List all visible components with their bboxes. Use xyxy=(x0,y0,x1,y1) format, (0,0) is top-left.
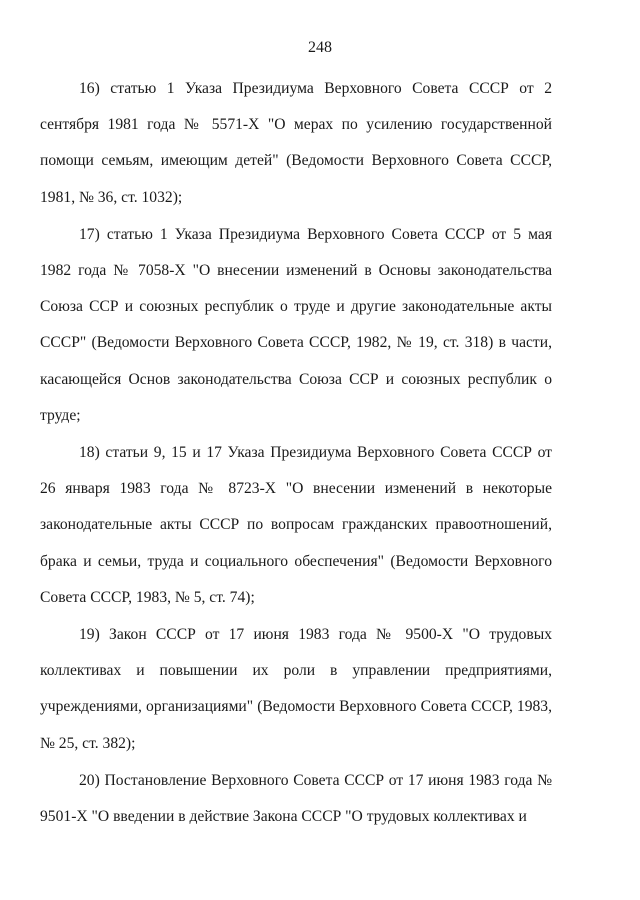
list-item-20: 20) Постановление Верховного Совета СССР от 17 июня 1983 года № 9501-X "О введении в действие Закона СССР "О трудовых коллективах и xyxy=(40,771,552,826)
list-item-16: 16) статью 1 Указа Президиума Верховного Совета СССР от 2 сентября 1981 года № 5571-X "О мерах по усилению государственной помощи семьям, имеющим детей" (Ведомости Верховного Совета СССР, 1981, № 36, ст. 1032); xyxy=(40,80,552,206)
page-number: 248 xyxy=(308,39,332,56)
list-item-19: 19) Закон СССР от 17 июня 1983 года № 9500-X "О трудовых коллективах и повышении их роли в управлении предприятиями, учреждениями, организациями" (Ведомости Верховного Совета СССР, 1983, № 25, ст. 382); xyxy=(40,626,552,752)
document-body xyxy=(40,71,552,835)
list-item-18: 18) статьи 9, 15 и 17 Указа Президиума Верховного Совета СССР от 26 января 1983 года № 8723-X "О внесении изменений в некоторые законодательные акты СССР по вопросам гражданских правоотношений, брака и семьи, труда и социального обеспечения" (Ведомости Верховного Совета СССР, 1983, № 5, ст. 74); xyxy=(40,444,552,606)
list-item-17: 17) статью 1 Указа Президиума Верховного Совета СССР от 5 мая 1982 года № 7058-X "О внесении изменений в Основы законодательства Союза ССР и союзных республик о труде и другие законодательные акты СССР" (Ведомости Верховного Совета СССР, 1982, № 19, ст. 318) в части, касающейся Основ законодательства Союза ССР и союзных республик о труде; xyxy=(40,225,552,424)
